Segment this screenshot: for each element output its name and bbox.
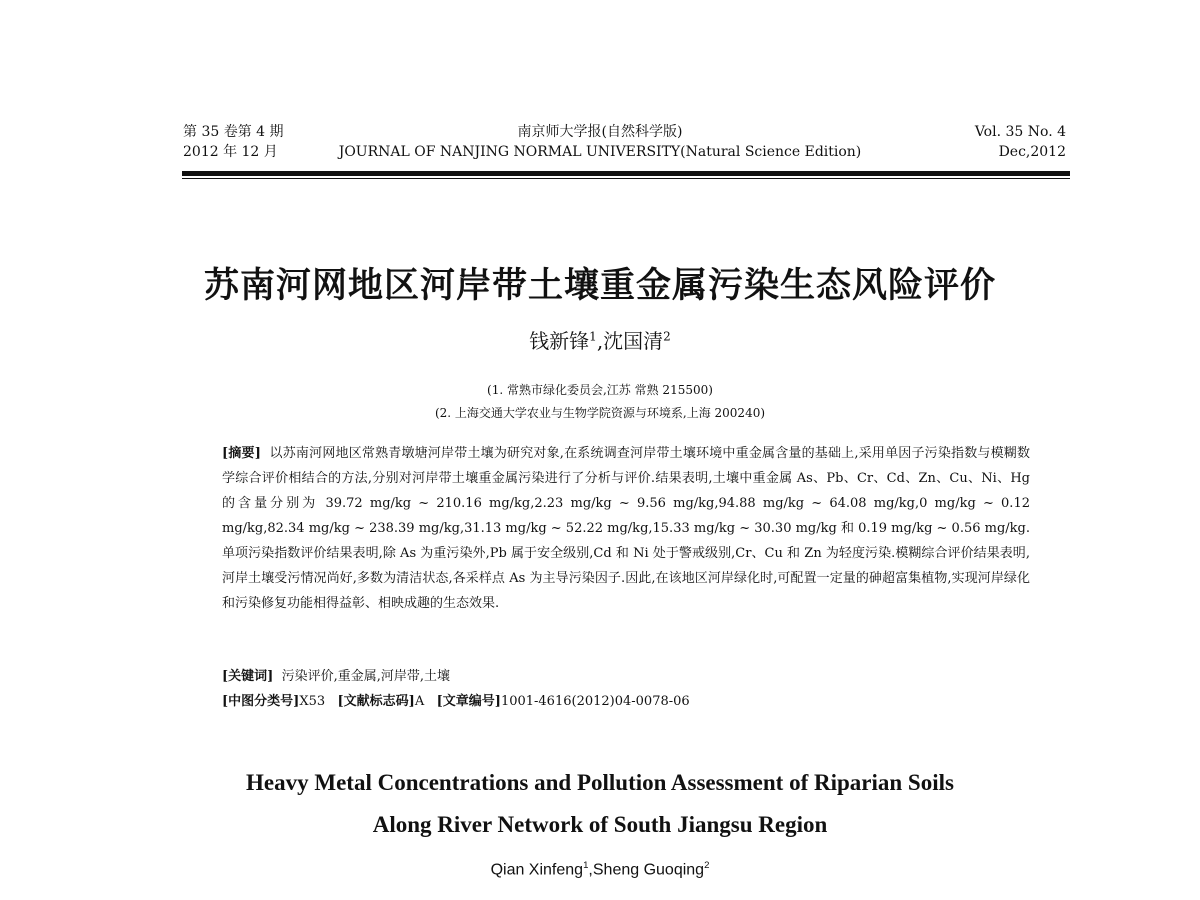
abstract-text: 以苏南河网地区常熟青墩塘河岸带土壤为研究对象,在系统调查河岸带土壤环境中重金属含量的基础上,采用单因子污染指数与模糊数学综合评价相结合的方法,分别对河岸带土壤重金属污染进行了分析与评价.结果表明,土壤中重金属 As、Pb、Cr、Cd、Zn、Cu、Ni、Hg 的含量分别为 39.72 mg/kg ~ 210.16 mg/kg,2.23 mg/kg ~ 9.56 mg/kg,94.88 mg/kg ~ 64.08 mg/kg,0 mg/kg ~ 0.12 mg/kg,82.34 mg/kg ~ 238.39 mg/kg,31.13 mg/kg ~ 52.22 mg/kg,15.33 mg/kg ~ 30.30 mg/kg 和 0.19 mg/kg ~ 0.56 mg/kg.单项污染指数评价结果表明,除 As 为重污染外,Pb 属于安全级别,Cd 和 Ni 处于警戒级别,Cr、Cu 和 Zn 为轻度污染.模糊综合评价结果表明,河岸土壤受污情况尚好,多数为清洁状态,各采样点 As 为主导污染因子.因此,在该地区河岸绿化时,可配置一定量的砷超富集植物,实现河岸绿化和污染修复功能相得益彰、相映成趣的生态效果. [222,446,1031,611]
date-en: Dec,2012 [998,144,1066,160]
volume-cn: 第 35 卷第 4 期 [183,124,284,140]
keywords [222,665,450,684]
authors-en [0,860,1200,879]
date-cn: 2012 年 12 月 [183,144,278,160]
author-name-en: Sheng Guoqing [592,861,705,879]
header-rule-thin [182,178,1070,179]
author-name-en: Qian Xinfeng [490,861,584,879]
doc-code-label: [文献标志码] [337,694,415,709]
clc-value: X53 [299,694,326,709]
author-name: 沈国清 [603,329,664,353]
author-affiliation-mark: 2 [663,329,671,344]
author-name: 钱新锋 [529,329,590,353]
journal-name-cn: 南京师大学报(自然科学版) [517,124,683,140]
journal-name-en: JOURNAL OF NANJING NORMAL UNIVERSITY(Natural Science Edition) [338,144,862,160]
keywords-text: 污染评价,重金属,河岸带,土壤 [281,669,450,684]
article-number-value: 1001-4616(2012)04-0078-06 [500,694,690,709]
affiliation-2: (2. 上海交通大学农业与生物学院资源与环境系,上海 200240) [434,406,766,420]
keywords-label: [关键词] [222,669,274,684]
header-rule-thick [182,171,1070,176]
abstract [222,441,1030,616]
article-number-label: [文章编号] [436,694,501,709]
paper-title-cn: 苏南河网地区河岸带土壤重金属污染生态风险评价 [203,266,996,306]
affiliation-1: (1. 常熟市绿化委员会,江苏 常熟 215500) [487,383,713,397]
classification-line [222,690,690,709]
doc-code-value: A [414,694,425,709]
abstract-label: [摘要] [222,446,261,461]
author-affiliation-mark: 1 [589,329,597,344]
authors-cn [0,325,1200,354]
author-affiliation-mark: 2 [704,860,710,871]
volume-en: Vol. 35 No. 4 [974,124,1066,140]
paper-title-en-line1: Heavy Metal Concentrations and Pollution Assessment of Riparian Soils [246,770,954,795]
author-separator: , [596,329,604,353]
author-affiliation-mark: 1 [583,860,589,871]
header-right [975,122,1066,162]
paper-title-en-line2: Along River Network of South Jiangsu Region [372,812,828,837]
clc-label: [中图分类号] [222,694,300,709]
author-separator: , [588,861,593,879]
